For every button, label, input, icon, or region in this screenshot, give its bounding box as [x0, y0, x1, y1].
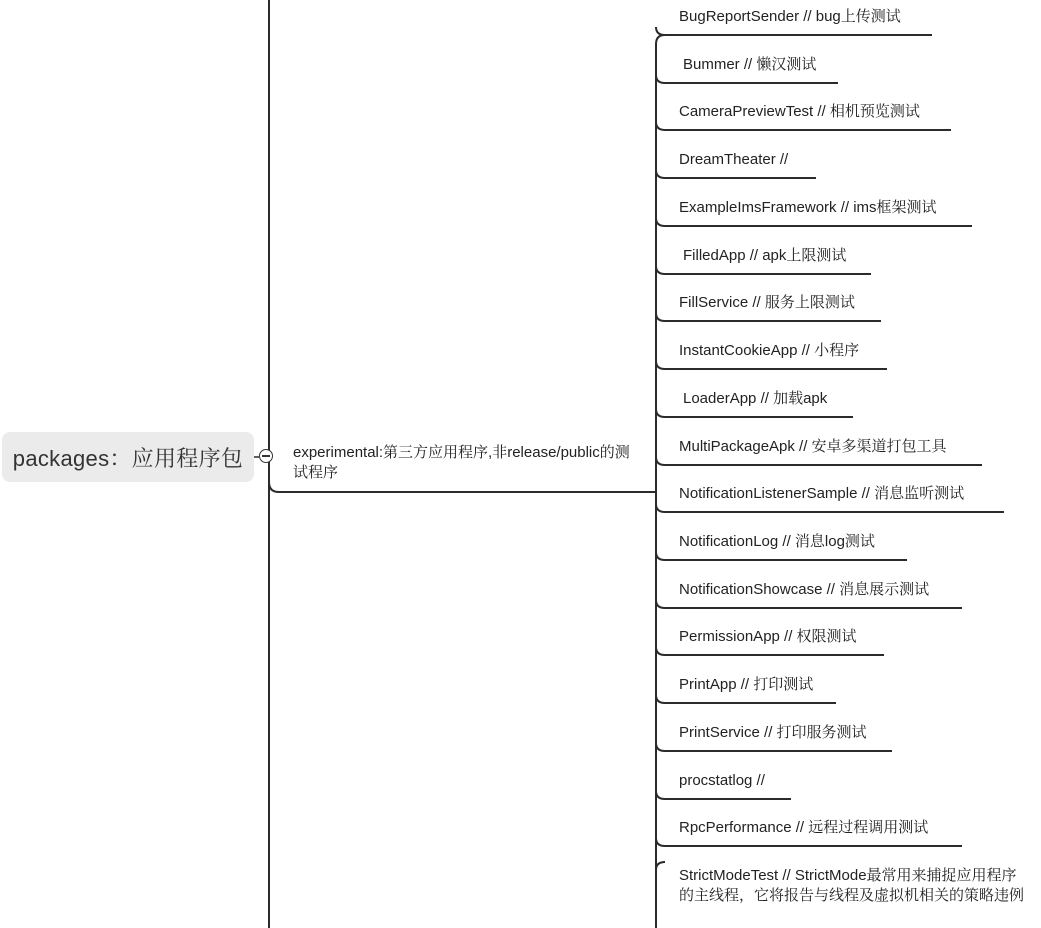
leaf-topic[interactable]: procstatlog // [679, 772, 765, 789]
leaf-topic[interactable]: LoaderApp // 加载apk [683, 390, 828, 407]
leaf-connector-line [656, 122, 951, 130]
leaf-topic[interactable]: Bummer // 懒汉测试 [683, 56, 817, 73]
leaf-connector-line [656, 361, 887, 369]
leaf-connector-line [656, 743, 892, 751]
leaf-connector-line [656, 266, 871, 274]
leaf-topic[interactable]: StrictModeTest // StrictMode最常用来捕捉应用程序的主线程，它将报告与线程及虚拟机相关的策略违例 [679, 867, 1025, 904]
leaf-topic[interactable]: PrintService // 打印服务测试 [679, 724, 867, 741]
leaf-connector-line [656, 170, 816, 178]
leaf-topic[interactable]: BugReportSender // bug上传测试 [679, 8, 901, 25]
leaf-topic[interactable]: ExampleImsFramework // ims框架测试 [679, 199, 937, 216]
leaf-connector-line [656, 647, 884, 655]
leaf-topic[interactable]: PermissionApp // 权限测试 [679, 628, 857, 645]
leaf-connector-line [656, 552, 907, 560]
leaf-topic[interactable]: DreamTheater // [679, 151, 789, 168]
leaf-connector-line [656, 75, 838, 83]
leaf-connector-line [656, 409, 853, 417]
leaf-connector-line [656, 838, 962, 846]
root-topic[interactable] [2, 432, 254, 482]
leaf-topic[interactable]: NotificationListenerSample // 消息监听测试 [679, 485, 965, 502]
leaf-topic[interactable]: RpcPerformance // 远程过程调用测试 [679, 819, 929, 836]
leaf-connector-line [656, 504, 1004, 512]
branch-underline [269, 482, 656, 492]
leaf-connector-line [656, 600, 962, 608]
leaf-connector-line [656, 27, 932, 35]
leaf-topic[interactable]: NotificationLog // 消息log测试 [679, 533, 875, 550]
leaf-topic[interactable]: NotificationShowcase // 消息展示测试 [679, 581, 930, 598]
root-topic-label: packages：应用程序包 [12, 445, 244, 471]
leaf-connector-line [656, 457, 982, 465]
leaf-topic[interactable]: FilledApp // apk上限测试 [683, 247, 847, 264]
leaf-connector-line [656, 695, 836, 703]
leaf-connector-line [656, 313, 881, 321]
leaf-topic[interactable]: FillService // 服务上限测试 [679, 294, 855, 311]
leaf-topic[interactable]: CameraPreviewTest // 相机预览测试 [679, 103, 920, 120]
leaf-topic[interactable]: InstantCookieApp // 小程序 [679, 342, 860, 359]
leaf-topic[interactable]: MultiPackageApk // 安卓多渠道打包工具 [679, 438, 947, 455]
collapse-toggle-icon[interactable] [259, 449, 273, 463]
branch-topic-experimental[interactable]: experimental:第三方应用程序,非release/public的测试程序 [293, 444, 630, 481]
leaf-topic[interactable]: PrintApp // 打印测试 [679, 676, 814, 693]
leaf-connector-line [656, 791, 791, 799]
leaf-connector-line [656, 218, 972, 226]
leaf-connector-line [656, 862, 665, 870]
